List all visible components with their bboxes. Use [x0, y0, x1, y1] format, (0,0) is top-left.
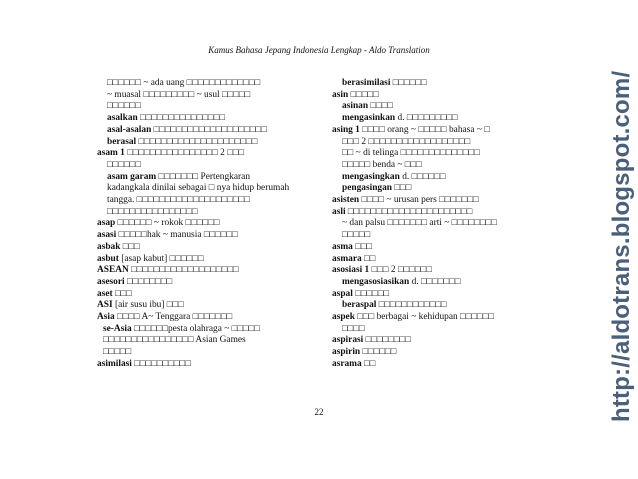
- entry-headword: Asia: [97, 312, 115, 323]
- entry-definition: □□ ~ di telinga □□□□□□□□□□□□□□: [342, 148, 480, 159]
- dictionary-entry: [332, 90, 570, 102]
- entry-headword: asin: [332, 89, 349, 100]
- entry-headword: ASI: [97, 300, 113, 311]
- entry-headword: aset: [97, 288, 113, 299]
- dictionary-entry: [97, 195, 335, 207]
- right-column: [332, 78, 570, 371]
- dictionary-entry: [97, 101, 335, 113]
- entry-definition: □□□□□□ ~ rokok □□□□□□: [115, 218, 220, 229]
- dictionary-entry: [97, 277, 335, 289]
- dictionary-entry: [97, 289, 335, 301]
- entry-headword: asalkan: [107, 113, 138, 124]
- entry-definition: □□□□□□□□□□□□: [376, 300, 447, 311]
- dictionary-entry: [97, 78, 335, 90]
- entry-headword: asimilasi: [97, 358, 132, 369]
- entry-definition: □□□□□□: [352, 288, 390, 299]
- entry-definition: □□□□□□□□□□□□□□□□□□□□□: [136, 136, 258, 147]
- dictionary-entry: [97, 312, 335, 324]
- entry-headword: asing 1: [332, 124, 360, 135]
- entry-definition: □□□: [112, 288, 132, 299]
- entry-definition: □□□□□□□□□□□□□□□□: [107, 206, 198, 217]
- entry-definition: □□□□□: [348, 89, 379, 100]
- entry-headword: asbak: [97, 241, 121, 252]
- dictionary-entry: [97, 218, 335, 230]
- entry-definition: □□: [361, 253, 376, 264]
- entry-definition: □□□□□hak ~ manusia □□□□□□: [116, 230, 238, 241]
- entry-headword: asasi: [97, 230, 117, 241]
- dictionary-entry: [332, 359, 570, 371]
- entry-headword: pengasingan: [342, 183, 393, 194]
- entry-definition: □□□□□□□□: [363, 335, 411, 346]
- entry-definition: □□□□□□ ~ ada uang □□□□□□□□□□□□□: [107, 78, 261, 88]
- dictionary-entry: [97, 265, 335, 277]
- entry-definition: ~ muasal □□□□□□□□□ ~ usul □□□□□: [107, 89, 251, 100]
- entry-definition: [air susu ibu] □□□: [112, 300, 184, 311]
- dictionary-entry: [332, 277, 570, 289]
- entry-definition: □□□□□□: [107, 159, 141, 170]
- dictionary-entry: [97, 125, 335, 137]
- dictionary-entry: [332, 101, 570, 113]
- entry-headword: asesori: [97, 276, 125, 287]
- dictionary-entry: [332, 312, 570, 324]
- dictionary-entry: [97, 90, 335, 102]
- dictionary-entry: [332, 218, 570, 230]
- entry-headword: mengasinkan: [342, 113, 396, 124]
- entry-definition: □□□□□□pesta olahraga ~ □□□□□: [131, 323, 260, 334]
- dictionary-entry: [97, 207, 335, 219]
- entry-headword: berasimilasi: [342, 78, 391, 88]
- entry-definition: □□□□□□□□: [124, 276, 173, 287]
- dictionary-entry: [332, 347, 570, 359]
- entry-headword: asal-asalan: [107, 124, 152, 135]
- dictionary-entry: [332, 230, 570, 242]
- entry-definition: d. □□□□□□□: [409, 276, 461, 287]
- entry-definition: □□□: [352, 241, 373, 252]
- entry-definition: d. □□□□□□□□□: [395, 113, 458, 124]
- dictionary-entry: [332, 78, 570, 90]
- dictionary-entry: [97, 160, 335, 172]
- dictionary-entry: [97, 300, 335, 312]
- dictionary-entry: [332, 289, 570, 301]
- dictionary-entry: [97, 172, 335, 184]
- entry-definition: tangga. □□□□□□□□□□□□□□□□□□□□: [107, 195, 250, 206]
- dictionary-entry: [332, 242, 570, 254]
- entry-definition: □□□□□□□□□□□□□□□□□□□: [128, 265, 239, 276]
- dictionary-entry: [332, 324, 570, 336]
- dictionary-entry: [332, 183, 570, 195]
- entry-headword: beraspal: [342, 300, 377, 311]
- dictionary-entry: [332, 137, 570, 149]
- entry-definition: □□□□: [342, 323, 365, 334]
- entry-definition: □□□ 2 □□□□□□: [369, 265, 432, 276]
- entry-definition: □□□□ A~ Tenggara □□□□□□□: [114, 312, 233, 323]
- dictionary-entry: [97, 242, 335, 254]
- dictionary-entry: [332, 300, 570, 312]
- entry-headword: berasal: [107, 136, 137, 147]
- entry-headword: se-Asia: [103, 323, 132, 334]
- entry-definition: [asap kabut] □□□□□□: [118, 253, 204, 264]
- entry-definition: □□□□: [368, 101, 394, 112]
- dictionary-entry: [97, 254, 335, 266]
- entry-headword: aspirin: [332, 347, 361, 358]
- dictionary-entry: [97, 230, 335, 242]
- dictionary-entry: [97, 324, 335, 336]
- entry-definition: □□□□ orang ~ □□□□□ bahasa ~ □: [359, 124, 490, 135]
- entry-definition: □□□ berbagai ~ kehidupan □□□□□□: [354, 312, 495, 323]
- dictionary-entry: [97, 148, 335, 160]
- dictionary-entry: [332, 160, 570, 172]
- entry-headword: mengasingkan: [342, 171, 400, 182]
- entry-definition: □□□□□□: [390, 78, 427, 88]
- dictionary-entry: [332, 125, 570, 137]
- entry-definition: kadangkala dinilai sebagai □ nya hidup berumah: [107, 183, 290, 194]
- entry-definition: □□□□□: [342, 230, 371, 241]
- entry-definition: □□□□□: [103, 347, 132, 358]
- entry-headword: asma: [332, 241, 353, 252]
- entry-definition: □□□ 2 □□□□□□□□□□□□□□□□□□: [342, 136, 471, 147]
- entry-headword: asam 1: [97, 148, 125, 159]
- dictionary-entry: [332, 207, 570, 219]
- dictionary-entry: [97, 113, 335, 125]
- dictionary-entry: [97, 183, 335, 195]
- entry-headword: asbut: [97, 253, 119, 264]
- entry-headword: asap: [97, 218, 116, 229]
- dictionary-entry: [97, 359, 335, 371]
- entry-definition: □□□□□□□□□□□□□□□: [137, 113, 226, 124]
- entry-definition: □□□□□□□□□□□□□□□□ Asian Games: [103, 335, 246, 346]
- entry-definition: □□□: [392, 183, 412, 194]
- watermark-url: http://aldotrans.blogspot.com/: [608, 70, 635, 422]
- entry-definition: □□□□□□: [360, 347, 397, 358]
- dictionary-entry: [332, 195, 570, 207]
- entry-definition: ~ dan palsu □□□□□□□ arti ~ □□□□□□□□: [342, 218, 497, 229]
- dictionary-entry: [332, 113, 570, 125]
- dictionary-entry: [332, 265, 570, 277]
- entry-headword: mengasosiasikan: [342, 276, 410, 287]
- entry-definition: □□□□□ benda ~ □□□: [342, 159, 422, 170]
- entry-headword: aspirasi: [332, 335, 364, 346]
- entry-headword: ASEAN: [97, 265, 129, 276]
- page-header: Kamus Bahasa Jepang Indonesia Lengkap - Aldo Translation: [208, 45, 430, 55]
- entry-headword: aspal: [332, 288, 353, 299]
- dictionary-entry: [332, 254, 570, 266]
- entry-definition: □□□□ ~ urusan pers □□□□□□□: [359, 195, 479, 206]
- entry-definition: □□□□□□□□□□□□□□□□ 2 □□□: [124, 148, 245, 159]
- entry-headword: asosiasi 1: [332, 265, 370, 276]
- dictionary-entry: [97, 347, 335, 359]
- entry-definition: □□□: [120, 241, 140, 252]
- entry-definition: □□□□□□□ Pertengkaran: [156, 171, 251, 182]
- dictionary-entry: [332, 335, 570, 347]
- entry-definition: □□□□□□□□□□: [131, 358, 191, 369]
- entry-headword: asmara: [332, 253, 362, 264]
- entry-definition: □□□□□□□□□□□□□□□□□□□□: [151, 124, 267, 135]
- entry-definition: d. □□□□□□: [399, 171, 446, 182]
- dictionary-entry: [97, 335, 335, 347]
- entry-headword: asisten: [332, 195, 360, 206]
- entry-definition: □□□□□□□□□□□□□□□□□□□□□□: [345, 206, 473, 217]
- dictionary-entry: [332, 148, 570, 160]
- dictionary-entry: [332, 172, 570, 184]
- entry-definition: □□□□□□: [107, 101, 141, 112]
- entry-headword: asinan: [342, 101, 369, 112]
- page-number: 22: [314, 407, 324, 417]
- dictionary-entry: [97, 137, 335, 149]
- entry-headword: asli: [332, 206, 346, 217]
- entry-definition: □□: [361, 358, 376, 369]
- left-column: [97, 78, 335, 371]
- entry-headword: aspek: [332, 312, 355, 323]
- entry-headword: asrama: [332, 358, 362, 369]
- entry-headword: asam garam: [107, 171, 157, 182]
